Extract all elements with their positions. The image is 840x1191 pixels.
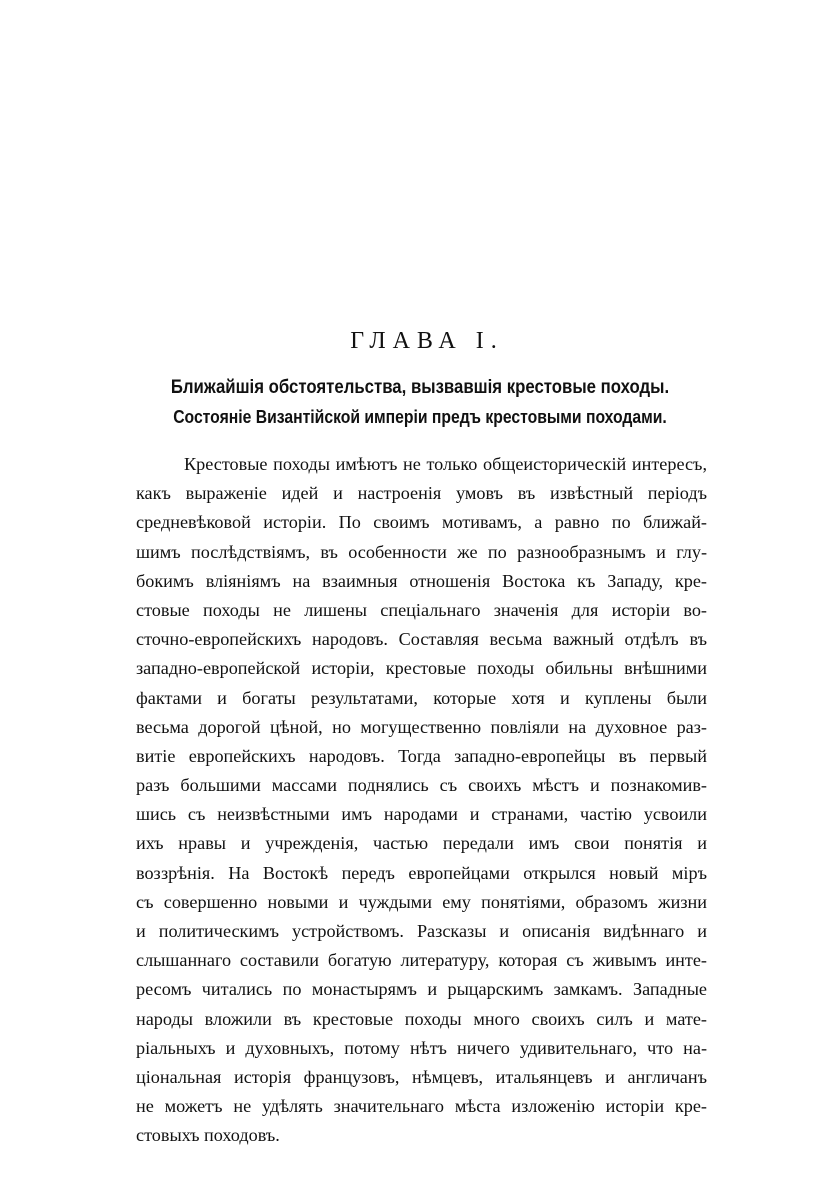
text-line: ресомъ читались по монастырямъ и рыцарскимъ замкамъ. Западные (136, 979, 707, 1000)
text-line: какъ выраженіе идей и настроенія умовъ въ извѣстный періодъ (136, 483, 707, 504)
text-line: разъ большими массами поднялись съ своихъ мѣстъ и познакомив- (136, 775, 707, 796)
subtitle-line: Состояніе Византійской имперіи предъ крестовыми походами. (173, 406, 667, 427)
text-line: народы вложили въ крестовые походы много своихъ силъ и мате- (136, 1008, 707, 1029)
text-line: ціональная исторія французовъ, нѣмцевъ, итальянцевъ и англичанъ (136, 1066, 707, 1087)
subtitle-line: Ближайшія обстоятельства, вызвавшія крестовые походы. (170, 376, 670, 398)
text-line: ихъ нравы и учрежденія, частью передали имъ свои понятія и (136, 833, 707, 854)
text-line: шимъ послѣдствіямъ, въ особенности же по разнообразнымъ и глу- (136, 541, 707, 562)
text-line: витіе европейскихъ народовъ. Тогда западно-европейцы въ первый (136, 745, 707, 766)
chapter-subtitle (171, 372, 670, 432)
text-line: стовые походы не лишены спеціальнаго значенія для исторіи во- (136, 599, 707, 620)
text-line: ріальныхъ и духовныхъ, потому нѣтъ ничего удивительнаго, что на- (136, 1037, 707, 1058)
text-line: слышаннаго составили богатую литературу, которая съ живымъ инте- (136, 950, 707, 971)
text-line: весьма дорогой цѣной, но могущественно повліяли на духовное раз- (136, 716, 707, 737)
text-line: стовыхъ походовъ. (136, 1125, 280, 1146)
text-line: средневѣковой исторіи. По своимъ мотивамъ, а равно по ближай- (136, 512, 707, 533)
text-line: шись съ неизвѣстными имъ народами и странами, частію усвоили (136, 804, 707, 825)
text-line: фактами и богаты результатами, которые хотя и куплены были (136, 687, 707, 708)
text-line: и политическимъ устройствомъ. Разсказы и описанія видѣннаго и (136, 921, 707, 941)
text-line: западно-европейской исторіи, крестовые походы обильны внѣшними (136, 658, 707, 679)
text-line: Крестовые походы имѣютъ не только общеисторическій интересъ, (184, 454, 707, 474)
text-line: бокимъ вліяніямъ на взаимныя отношенія Востока къ Западу, кре- (136, 570, 707, 591)
text-line: воззрѣнія. На Востокѣ передъ европейцами открылся новый міръ (136, 862, 707, 883)
text-line: не можетъ не удѣлять значительнаго мѣста изложенію исторіи кре- (136, 1096, 707, 1117)
body-paragraph (136, 450, 707, 1151)
chapter-heading: ГЛАВА I. (350, 328, 504, 354)
text-line: сточно-европейскихъ народовъ. Составляя весьма важный отдѣлъ въ (136, 629, 707, 650)
text-line: съ совершенно новыми и чуждыми ему понятіями, образомъ жизни (136, 891, 707, 912)
